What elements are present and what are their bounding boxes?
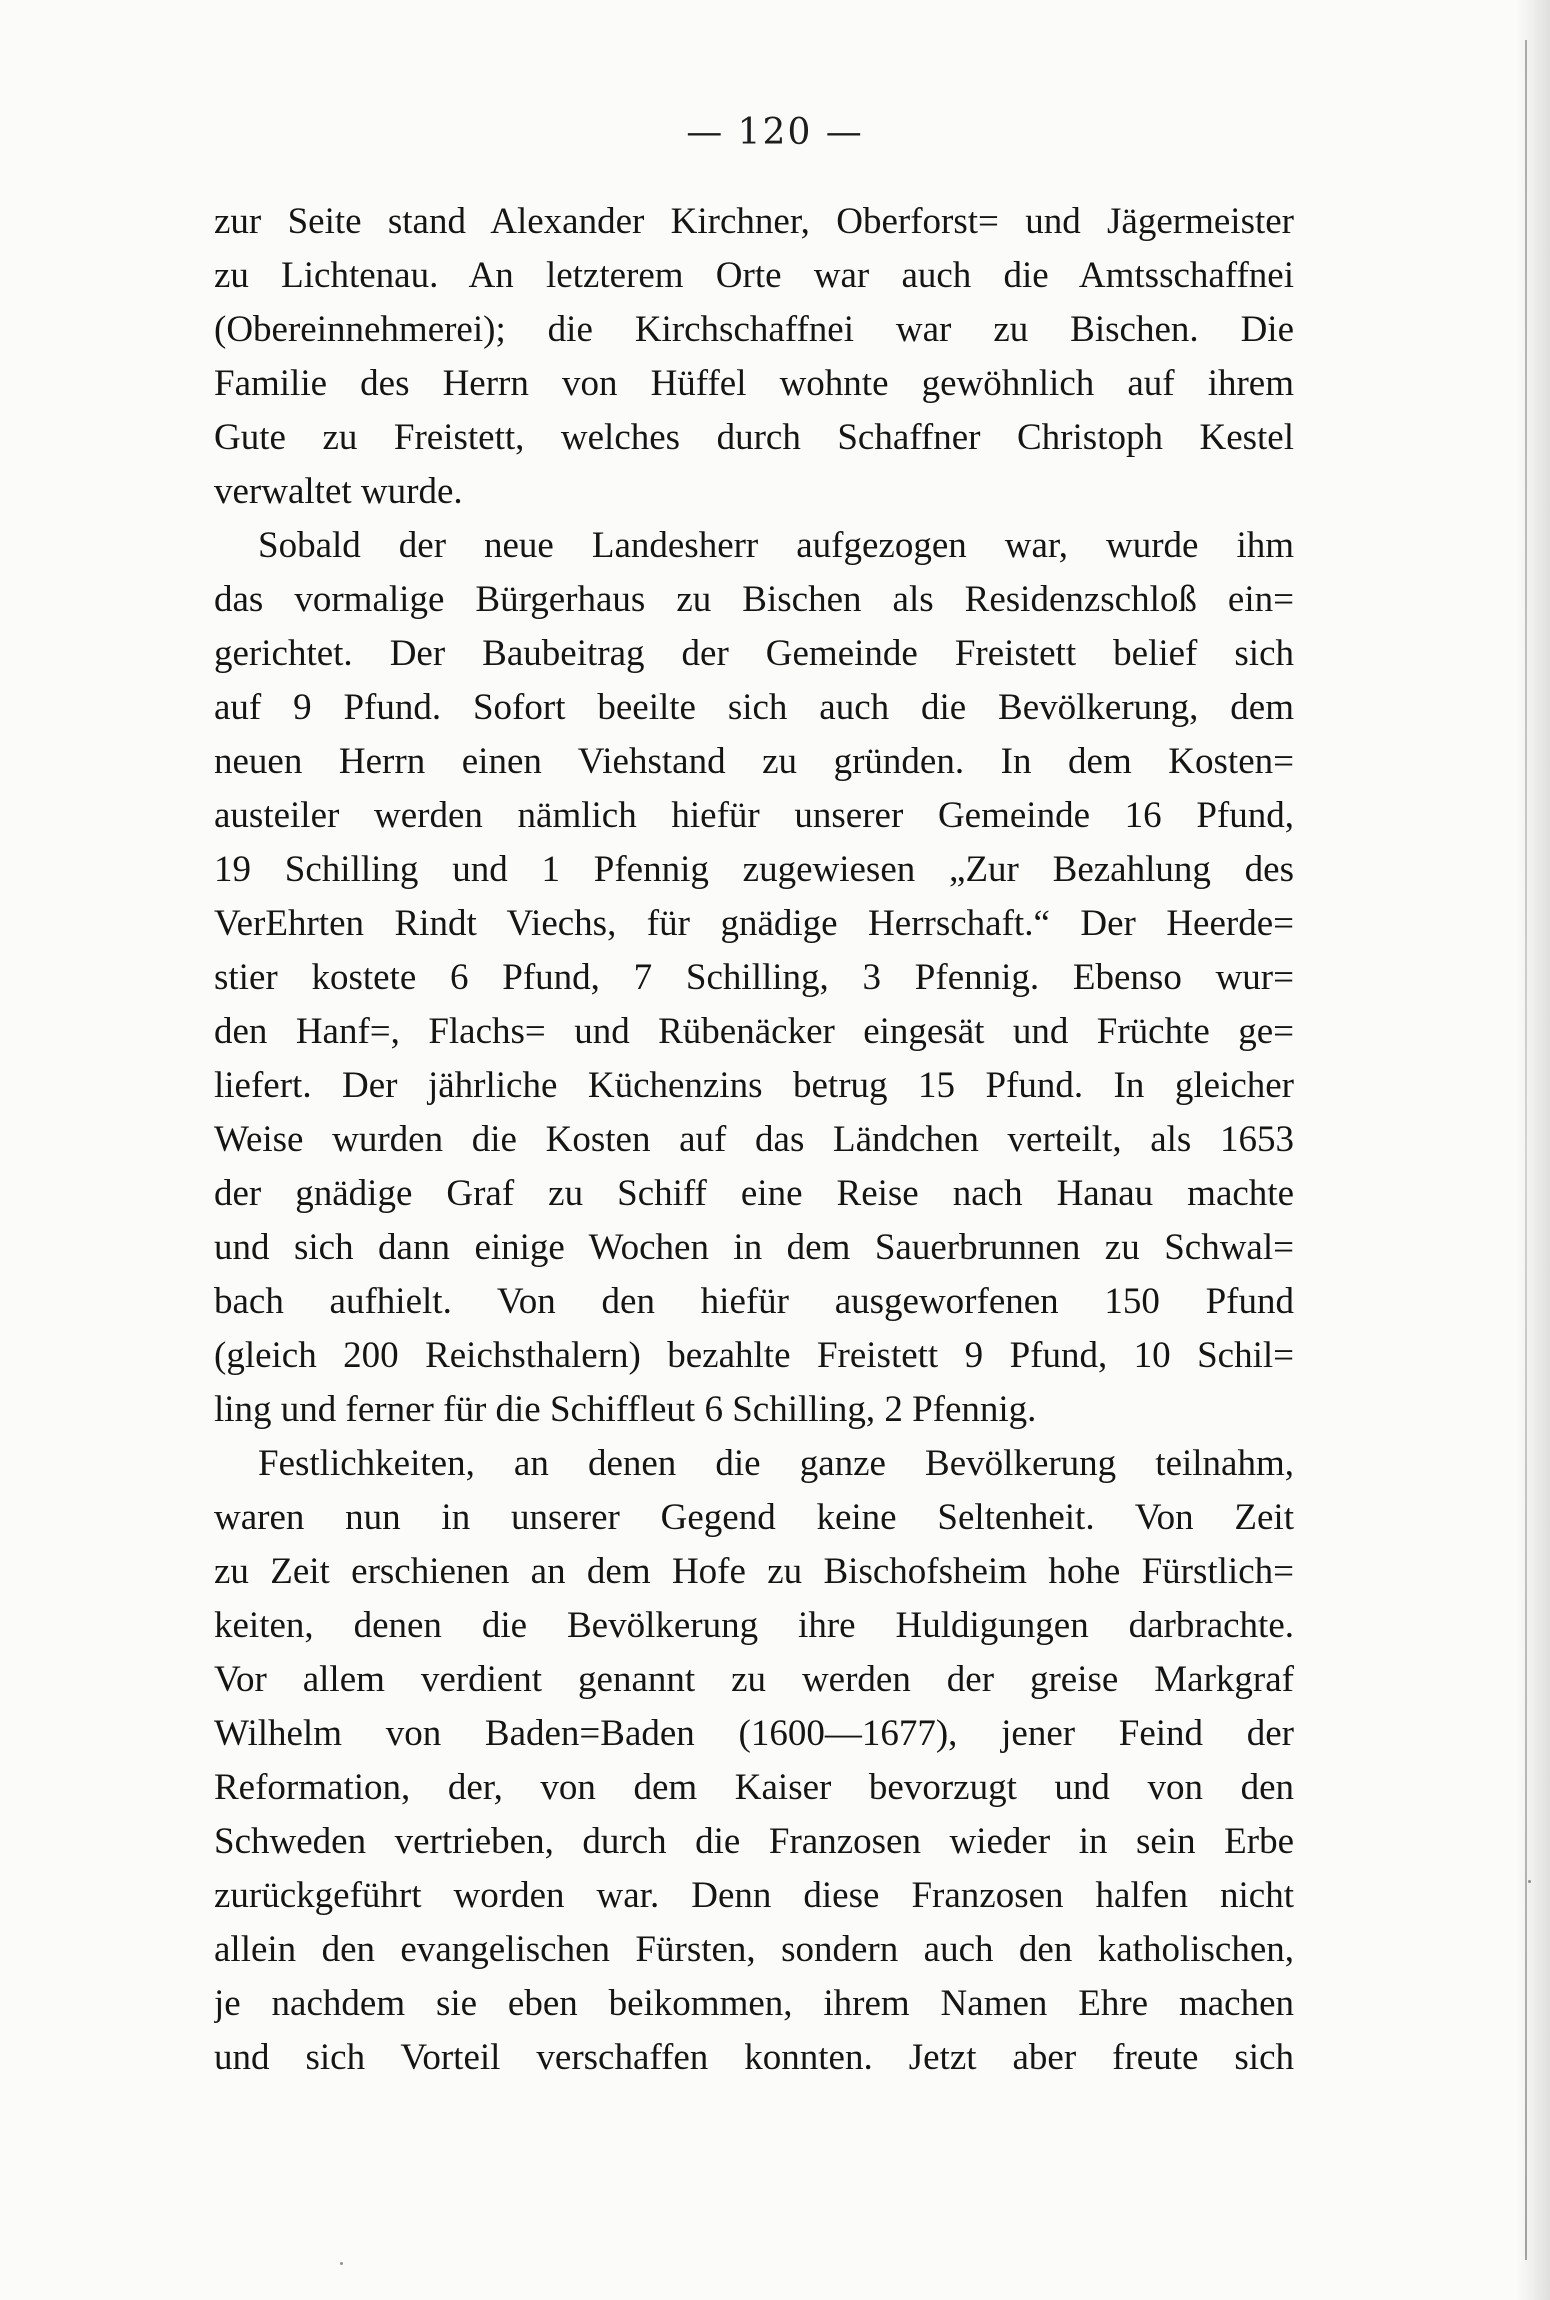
text-line: Familie des Herrn von Hüffel wohnte gewöhnlich auf ihrem [214,363,1294,404]
text-line: bach aufhielt. Von den hiefür ausgeworfenen 150 Pfund [214,1281,1294,1322]
text-line: zu Zeit erschienen an dem Hofe zu Bischofsheim hohe Fürstlich= [214,1551,1294,1592]
text-line: und sich Vorteil verschaffen konnten. Jetzt aber freute sich [214,2037,1294,2078]
paragraph [214,519,1294,1437]
text-line: (Obereinnehmerei); die Kirchschaffnei war zu Bischen. Die [214,309,1294,350]
scan-speck [1528,1880,1531,1883]
text-line: stier kostete 6 Pfund, 7 Schilling, 3 Pfennig. Ebenso wur= [214,957,1294,998]
page-number: — 120 — [686,112,864,153]
text-line: (gleich 200 Reichsthalern) bezahlte Freistett 9 Pfund, 10 Schil= [214,1335,1294,1376]
text-line: das vormalige Bürgerhaus zu Bischen als Residenzschloß ein= [214,579,1294,620]
text-line: VerEhrten Rindt Viechs, für gnädige Herrschaft.“ Der Heerde= [214,903,1294,944]
text-line: ling und ferner für die Schiffleut 6 Schilling, 2 Pfennig. [214,1389,1037,1430]
text-line: zur Seite stand Alexander Kirchner, Oberforst= und Jägermeister [214,201,1294,242]
text-line: verwaltet wurde. [214,471,463,512]
text-line: austeiler werden nämlich hiefür unserer Gemeinde 16 Pfund, [214,795,1294,836]
text-line: der gnädige Graf zu Schiff eine Reise nach Hanau machte [214,1173,1294,1214]
text-line: Reformation, der, von dem Kaiser bevorzugt und von den [214,1767,1294,1808]
text-line: den Hanf=, Flachs= und Rübenäcker eingesät und Früchte ge= [214,1011,1294,1052]
page-edge-shadow [1516,0,1550,2300]
text-line: 19 Schilling und 1 Pfennig zugewiesen „Zur Bezahlung des [214,849,1294,890]
text-line: Gute zu Freistett, welches durch Schaffner Christoph Kestel [214,417,1294,458]
paragraph [214,1437,1294,2085]
text-line: neuen Herrn einen Viehstand zu gründen. In dem Kosten= [214,741,1294,782]
text-line: zurückgeführt worden war. Denn diese Franzosen halfen nicht [214,1875,1294,1916]
text-line: Sobald der neue Landesherr aufgezogen war, wurde ihm [258,525,1294,566]
body-text [214,195,1294,2085]
scan-speck [340,2262,343,2265]
text-line: gerichtet. Der Baubeitrag der Gemeinde Freistett belief sich [214,633,1294,674]
page-edge-line [1525,40,1527,2260]
text-line: Schweden vertrieben, durch die Franzosen wieder in sein Erbe [214,1821,1294,1862]
paragraph [214,195,1294,519]
text-line: keiten, denen die Bevölkerung ihre Huldigungen darbrachte. [214,1605,1294,1646]
text-line: je nachdem sie eben beikommen, ihrem Namen Ehre machen [214,1983,1294,2024]
text-line: allein den evangelischen Fürsten, sondern auch den katholischen, [214,1929,1294,1970]
text-line: Wilhelm von Baden=Baden (1600—1677), jener Feind der [214,1713,1294,1754]
text-line: zu Lichtenau. An letzterem Orte war auch die Amtsschaffnei [214,255,1294,296]
text-line: Festlichkeiten, an denen die ganze Bevölkerung teilnahm, [258,1443,1294,1484]
text-line: waren nun in unserer Gegend keine Seltenheit. Von Zeit [214,1497,1294,1538]
text-line: auf 9 Pfund. Sofort beeilte sich auch die Bevölkerung, dem [214,687,1294,728]
text-line: Vor allem verdient genannt zu werden der greise Markgraf [214,1659,1294,1700]
text-line: liefert. Der jährliche Küchenzins betrug 15 Pfund. In gleicher [214,1065,1294,1106]
text-line: Weise wurden die Kosten auf das Ländchen verteilt, als 1653 [214,1119,1294,1160]
text-line: und sich dann einige Wochen in dem Sauerbrunnen zu Schwal= [214,1227,1294,1268]
